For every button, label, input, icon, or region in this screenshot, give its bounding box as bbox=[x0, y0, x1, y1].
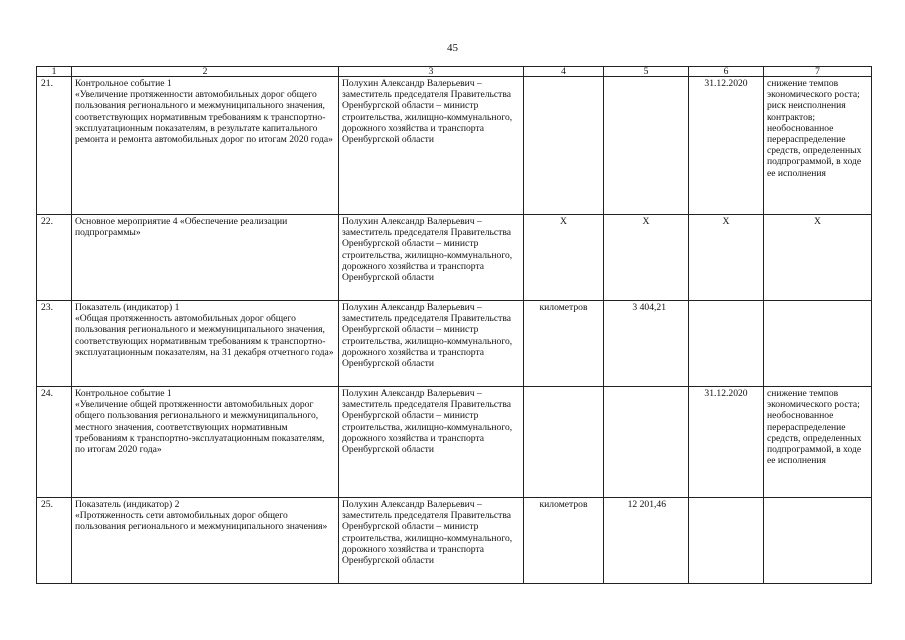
event-name-text: Показатель (индикатор) 1 «Общая протяженность автомобильных дорог общего пользования регионального и межмуниципального значения, соответствующих нормативным требованиям к транспортно-эксплуатационным показателям, на 31 декабря отчетного года» bbox=[75, 302, 334, 358]
unit-cell bbox=[524, 77, 604, 215]
event-name bbox=[72, 215, 339, 301]
value-cell: Х bbox=[604, 215, 689, 301]
table-row bbox=[37, 498, 872, 584]
table-row bbox=[37, 215, 872, 301]
value-cell: 3 404,21 bbox=[604, 301, 689, 387]
responsible-person: Полухин Александр Валерьевич – заместитель председателя Правительства Оренбургской области – министр строительства, жилищно-коммунального, дорожного хозяйства и транспорта Оренбургской области bbox=[339, 498, 524, 584]
column-header: 2 bbox=[72, 67, 339, 77]
event-name bbox=[72, 77, 339, 215]
responsible-person: Полухин Александр Валерьевич – заместитель председателя Правительства Оренбургской области – министр строительства, жилищно-коммунального, дорожного хозяйства и транспорта Оренбургской области bbox=[339, 387, 524, 498]
row-number: 25. bbox=[37, 498, 72, 584]
column-header: 6 bbox=[689, 67, 764, 77]
event-name bbox=[72, 387, 339, 498]
row-number: 23. bbox=[37, 301, 72, 387]
unit-cell: Х bbox=[524, 215, 604, 301]
table-row bbox=[37, 77, 872, 215]
program-table bbox=[36, 66, 872, 584]
column-header: 4 bbox=[524, 67, 604, 77]
event-name bbox=[72, 301, 339, 387]
page-number: 45 bbox=[447, 42, 458, 54]
row-number: 24. bbox=[37, 387, 72, 498]
risk-cell bbox=[764, 498, 872, 584]
column-header: 7 bbox=[764, 67, 872, 77]
row-number: 22. bbox=[37, 215, 72, 301]
event-name-text: Показатель (индикатор) 2 «Протяженность сети автомобильных дорог общего пользования регионального и межмуниципального значения» bbox=[75, 499, 328, 533]
column-header: 3 bbox=[339, 67, 524, 77]
risk-text: снижение темпов экономического роста; риск неисполнения контрактов; необоснованное перераспределение средств, определенных подпрограммой, в ходе ее исполнения bbox=[767, 78, 862, 179]
risk-cell bbox=[764, 77, 872, 215]
date-cell bbox=[689, 301, 764, 387]
unit-cell: километров bbox=[524, 498, 604, 584]
table-row bbox=[37, 301, 872, 387]
event-name-text: Контрольное событие 1 «Увеличение общей протяженности автомобильных дорог общего пользования регионального и межмуниципального, местного значения, соответствующих нормативным требованиям к транспортно-эксплуатационным показателям, по итогам 2020 года» bbox=[75, 388, 325, 456]
column-number-row bbox=[37, 67, 872, 77]
column-header: 1 bbox=[37, 67, 72, 77]
responsible-person: Полухин Александр Валерьевич – заместитель председателя Правительства Оренбургской области – министр строительства, жилищно-коммунального, дорожного хозяйства и транспорта Оренбургской области bbox=[339, 77, 524, 215]
row-number: 21. bbox=[37, 77, 72, 215]
date-cell bbox=[689, 498, 764, 584]
column-header: 5 bbox=[604, 67, 689, 77]
date-cell: 31.12.2020 bbox=[689, 77, 764, 215]
risk-cell bbox=[764, 387, 872, 498]
table-row bbox=[37, 387, 872, 498]
unit-cell bbox=[524, 387, 604, 498]
date-cell: 31.12.2020 bbox=[689, 387, 764, 498]
risk-cell bbox=[764, 301, 872, 387]
risk-cell: Х bbox=[764, 215, 872, 301]
unit-cell: километров bbox=[524, 301, 604, 387]
responsible-person: Полухин Александр Валерьевич – заместитель председателя Правительства Оренбургской области – министр строительства, жилищно-коммунального, дорожного хозяйства и транспорта Оренбургской области bbox=[339, 215, 524, 301]
event-name-text: Контрольное событие 1 «Увеличение протяженности автомобильных дорог общего пользования регионального и межмуниципального значения, соответствующих нормативным требованиям к транспортно-эксплуатационным показателям, в результате капитального ремонта и ремонта автомобильных дорог по итогам 2020 года» bbox=[75, 78, 333, 146]
responsible-person: Полухин Александр Валерьевич – заместитель председателя Правительства Оренбургской области – министр строительства, жилищно-коммунального, дорожного хозяйства и транспорта Оренбургской области bbox=[339, 301, 524, 387]
event-name-text: Основное мероприятие 4 «Обеспечение реализации подпрограммы» bbox=[75, 216, 288, 239]
value-cell bbox=[604, 387, 689, 498]
date-cell: Х bbox=[689, 215, 764, 301]
value-cell: 12 201,46 bbox=[604, 498, 689, 584]
risk-text: снижение темпов экономического роста; необоснованное перераспределение средств, определенных подпрограммой, в ходе ее исполнения bbox=[767, 388, 862, 467]
event-name bbox=[72, 498, 339, 584]
value-cell bbox=[604, 77, 689, 215]
